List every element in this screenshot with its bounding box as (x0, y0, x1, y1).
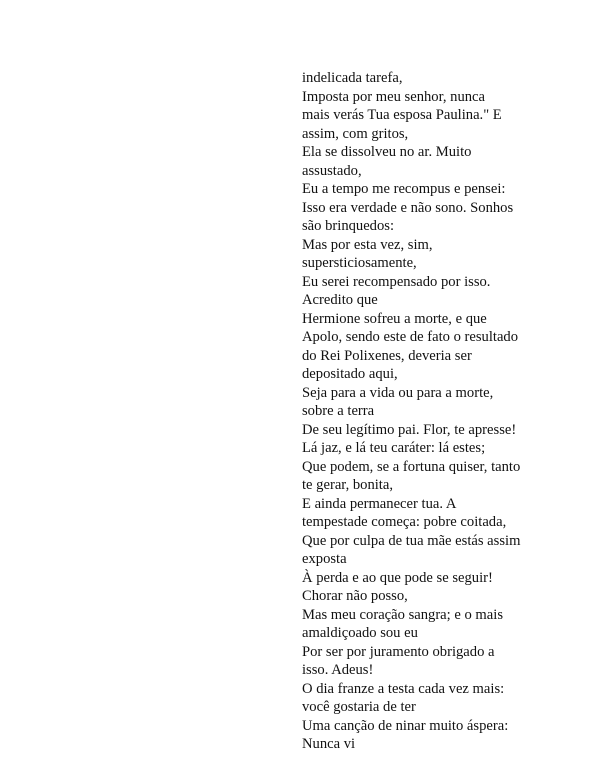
text-line: são brinquedos: (302, 218, 395, 234)
text-line: Ela se dissolveu no ar. Muito (302, 144, 472, 160)
text-line: Eu serei recompensado por isso. (302, 273, 491, 290)
text-line: Uma canção de ninar muito áspera: (302, 717, 509, 734)
text-line: Eu a tempo me recompus e pensei: (302, 181, 506, 197)
text-line: mais verás Tua esposa Paulina." E (302, 107, 502, 123)
text-line: Que podem, se a fortuna quiser, tanto (302, 458, 521, 475)
text-line: Seja para a vida ou para a morte, (302, 384, 494, 401)
text-line: tempestade começa: pobre coitada, (302, 514, 507, 530)
text-line: indelicada tarefa, (302, 70, 403, 86)
text-line: Mas por esta vez, sim, (302, 236, 433, 253)
text-line: isso. Adeus! (302, 662, 374, 678)
text-line: Por ser por juramento obrigado a (302, 643, 495, 660)
text-line: você gostaria de ter (302, 699, 416, 715)
text-line: À perda e ao que pode se seguir! (302, 569, 493, 586)
text-line: Imposta por meu senhor, nunca (302, 88, 486, 105)
text-line: Que por culpa de tua mãe estás assim (302, 532, 521, 549)
text-line: exposta (302, 551, 347, 567)
text-line: Lá jaz, e lá teu caráter: lá estes; (302, 440, 486, 456)
text-line: Chorar não posso, (302, 588, 408, 604)
text-line: O dia franze a testa cada vez mais: (302, 680, 505, 697)
text-line: assim, com gritos, (302, 125, 409, 142)
text-line: De seu legítimo pai. Flor, te apresse! (302, 421, 517, 438)
text-line: te gerar, bonita, (302, 477, 393, 493)
text-line: Acredito que (302, 292, 378, 308)
text-line: Mas meu coração sangra; e o mais (302, 606, 503, 623)
text-line: amaldiçoado sou eu (302, 625, 418, 641)
text-line: Hermione sofreu a morte, e que (302, 310, 487, 327)
text-line: depositado aqui, (302, 366, 398, 382)
text-line: supersticiosamente, (302, 255, 417, 271)
text-line: E ainda permanecer tua. A (302, 495, 457, 512)
poem-text-column (302, 69, 542, 754)
text-line: sobre a terra (302, 403, 375, 419)
text-line: Apolo, sendo este de fato o resultado (302, 329, 519, 345)
text-line: do Rei Polixenes, deveria ser (302, 347, 472, 364)
text-line: Nunca vi (302, 736, 356, 752)
text-line: Isso era verdade e não sono. Sonhos (302, 199, 514, 216)
text-line: assustado, (302, 162, 362, 179)
